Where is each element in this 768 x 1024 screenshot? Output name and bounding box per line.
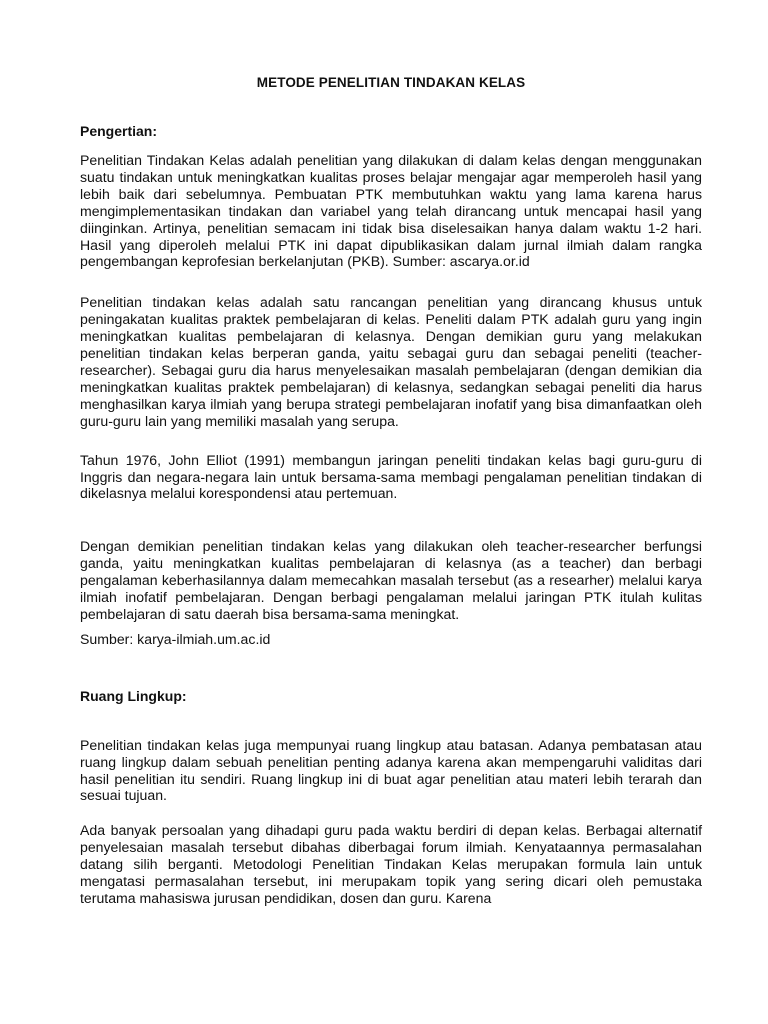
section-heading-ruang-lingkup: Ruang Lingkup: [80,687,187,704]
paragraph: Penelitian Tindakan Kelas adalah penelitian yang dilakukan di dalam kelas dengan menggunakan suatu tindakan untuk meningkatkan kualitas proses belajar mengajar agar memperoleh hasil yang lebih baik dari sebelumnya. Pembuatan PTK membutuhkan waktu yang lama karena harus mengimplementasikan tindakan dan variabel yang telah dirancang untuk mencapai hasil yang diinginkan. Artinya, penelitian semacam ini tidak bisa diselesaikan hanya dalam waktu 1-2 hari. Hasil yang diperoleh melalui PTK ini dapat dipublikasikan dalam jurnal ilmiah dalam rangka pengembangan keprofesian berkelanjutan (PKB). Sumber: ascarya.or.id [80,152,702,270]
paragraph: Penelitian tindakan kelas adalah satu rancangan penelitian yang dirancang khusus untuk peningakatan kualitas praktek pembelajaran di kelas. Peneliti dalam PTK adalah guru yang ingin meningkatkan kualitas pembelajaran di kelasnya. Dengan demikian guru yang melakukan penelitian tindakan kelas berperan ganda, yaitu sebagai guru dan sebagai peneliti (teacher-researcher). Sebagai guru dia harus menyelesaikan masalah pembelajaran (dengan demikian dia meningkatkan kualitas praktek pembelajaran) di kelasnya, sedangkan sebagai peneliti dia harus menghasilkan karya ilmiah yang berupa strategi pembelajaran inofatif yang bisa dimanfaatkan oleh guru-guru lain yang memiliki masalah yang serupa. [80,294,702,429]
section-heading-pengertian: Pengertian: [80,123,158,139]
paragraph: Ada banyak persoalan yang dihadapi guru pada waktu berdiri di depan kelas. Berbagai alternatif penyelesaian masalah tersebut dibahas diberbagai forum ilmiah. Kenyataannya permasalahan datang silih berganti. Metodologi Penelitian Tindakan Kelas merupakan formula lain untuk mengatasi permasalahan tersebut, ini merupakam topik yang sering dicari oleh pemustaka terutama mahasiswa jurusan pendidikan, dosen dan guru. Karena [80,822,702,906]
document-title: METODE PENELITIAN TINDAKAN KELAS [256,75,526,90]
paragraph: Tahun 1976, John Elliot (1991) membangun jaringan peneliti tindakan kelas bagi guru-guru di Inggris dan negara-negara lain untuk bersama-sama membagi pengalaman penelitian tindakan di dikelasnya melalui korespondensi atau pertemuan. [80,451,702,502]
paragraph: Penelitian tindakan kelas juga mempunyai ruang lingkup atau batasan. Adanya pembatasan atau ruang lingkup dalam sebuah penelitian penting adanya karena akan mempengaruhi validitas dari hasil penelitian itu sendiri. Ruang lingkup ini di buat agar penelitian atau materi lebih terarah dan sesuai tujuan. [80,736,702,804]
source-citation: Sumber: karya-ilmiah.um.ac.id [80,630,271,647]
paragraph: Dengan demikian penelitian tindakan kelas yang dilakukan oleh teacher-researcher berfungsi ganda, yaitu meningkatkan kualitas pembelajaran di kelasnya (as a teacher) dan berbagi pengalaman keberhasilannya dalam memecahkan masalah tersebut (as a researher) melalui karya ilmiah inofatif pembelajaran. Dengan berbagi pengalaman melalui jaringan PTK itulah kulitas pembelajaran di satu daerah bisa bersama-sama meningkat. [80,538,702,622]
